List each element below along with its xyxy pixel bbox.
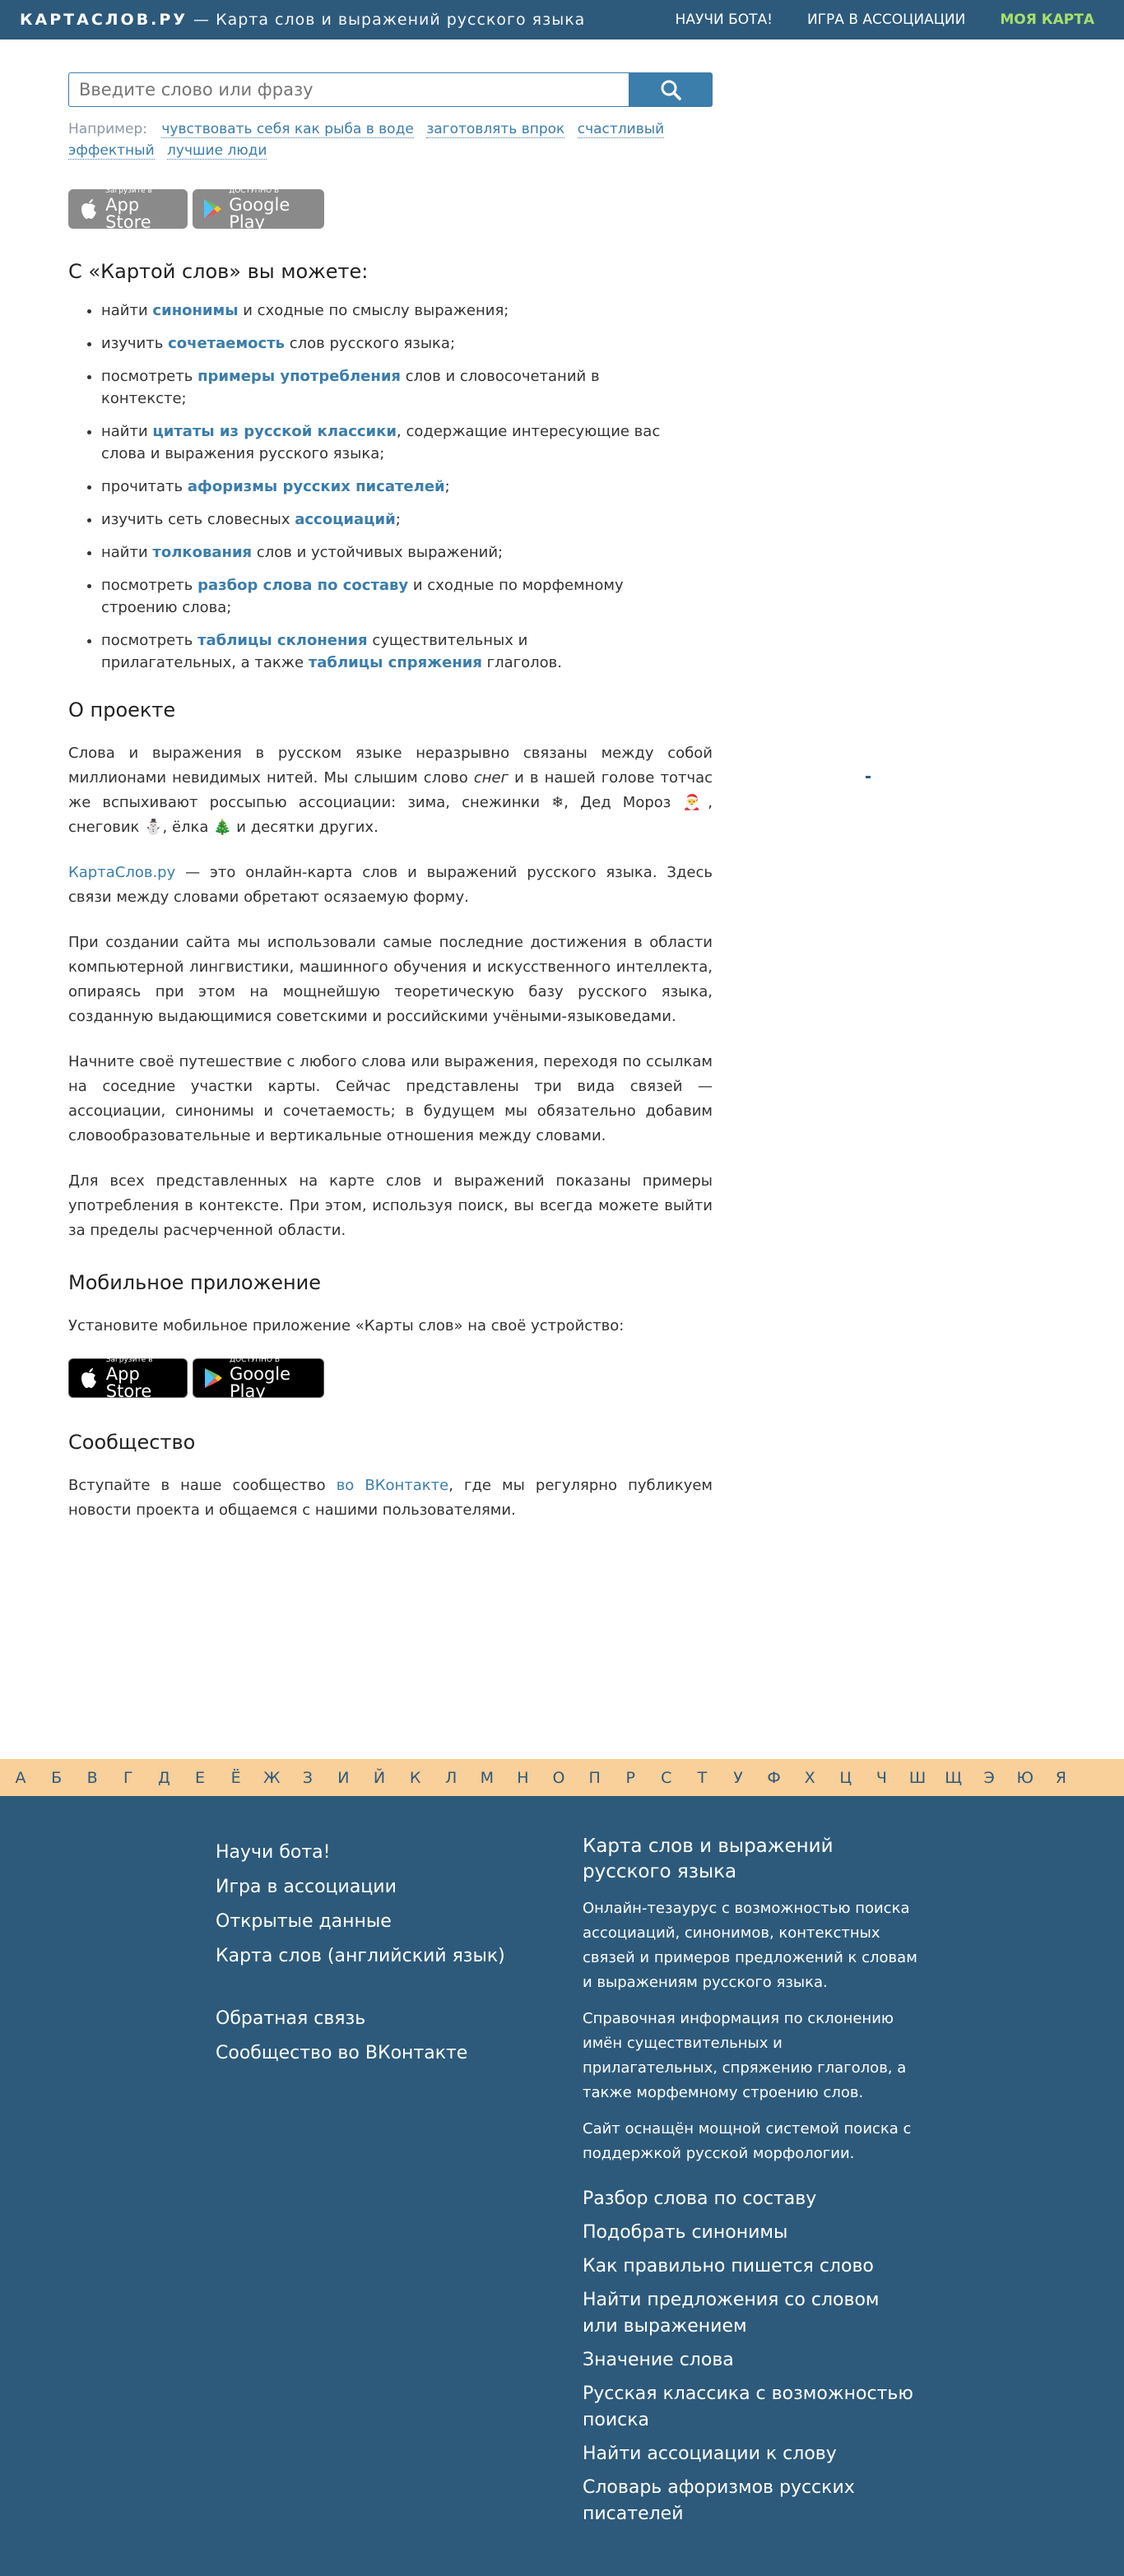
- alphabet-letter[interactable]: В: [86, 1769, 98, 1787]
- alphabet-letter[interactable]: Ё: [230, 1769, 241, 1787]
- alphabet-letter[interactable]: Ф: [767, 1769, 781, 1787]
- about-paragraph-2: КартаСлов.ру — это онлайн-карта слов и выражений русского языка. Здесь связи между словами обретают осязаемую форму.: [68, 864, 713, 906]
- footer-link-train-bot[interactable]: Научи бота!: [216, 1842, 331, 1863]
- footer-link-associations[interactable]: Найти ассоциации к слову: [583, 2444, 837, 2464]
- footer-link-morpheme[interactable]: Разбор слова по составу: [583, 2188, 817, 2209]
- alphabet-letter[interactable]: П: [588, 1769, 601, 1787]
- alphabet-letter[interactable]: Е: [194, 1769, 206, 1787]
- footer-link-open-data[interactable]: Открытые данные: [216, 1911, 392, 1932]
- feature-link-examples[interactable]: примеры употребления: [197, 368, 401, 385]
- top-bar: [0, 0, 1124, 39]
- footer-link-english-map[interactable]: Карта слов (английский язык): [216, 1946, 505, 1966]
- example-link[interactable]: лучшие люди: [167, 142, 267, 159]
- google-play-small: ДОСТУПНО В: [229, 186, 280, 195]
- about-paragraph-4: Начните своё путешествие с любого слова или выражения, переходя по ссылкам на соседние участки карты. Сейчас представлены три вида связей — ассоциации, синонимы и сочетаемость; в будущем мы обязательно добавим словообразовательные и вертикальные отношения между словами.: [68, 1053, 713, 1144]
- alphabet-letter[interactable]: Д: [157, 1769, 170, 1787]
- alphabet-letter[interactable]: А: [15, 1769, 26, 1787]
- alphabet-letter[interactable]: У: [733, 1769, 743, 1787]
- feature-link-conjugation[interactable]: таблицы спряжения: [308, 654, 482, 671]
- alphabet-letter[interactable]: Ц: [839, 1769, 852, 1787]
- kartaslov-link[interactable]: КартаСлов.ру: [68, 864, 176, 881]
- alphabet-letter[interactable]: Ш: [908, 1769, 927, 1787]
- brand-separator: —: [187, 11, 216, 29]
- footer: [0, 1796, 1124, 2576]
- footer-link-aphorisms[interactable]: Словарь афоризмов русских писателей: [583, 2477, 855, 2524]
- store-badges-bottom: [68, 1355, 713, 1401]
- example-link[interactable]: эффектный: [68, 142, 155, 159]
- alphabet-letter[interactable]: Н: [517, 1769, 529, 1787]
- alphabet-letter[interactable]: О: [552, 1769, 565, 1787]
- google-play-icon: [203, 1366, 223, 1390]
- footer-service-links: [583, 2186, 920, 2527]
- footer-link-sentences[interactable]: Найти предложения со словом или выражением: [583, 2290, 880, 2337]
- alphabet-letter[interactable]: Я: [1055, 1769, 1066, 1787]
- site-logo-link[interactable]: [20, 11, 585, 29]
- alphabet-letter[interactable]: И: [337, 1769, 350, 1787]
- footer-link-spelling[interactable]: Как правильно пишется слово: [583, 2256, 874, 2277]
- example-link[interactable]: заготовлять впрок: [426, 121, 565, 137]
- feature-item: • посмотреть разбор слова по составу и сходные по морфемному строению слова;: [101, 574, 713, 619]
- alphabet-letter[interactable]: З: [302, 1769, 313, 1787]
- main-content: [68, 72, 713, 1523]
- alphabet-letter[interactable]: Х: [804, 1769, 815, 1787]
- search-button[interactable]: [629, 72, 713, 107]
- alphabet-letter[interactable]: Ю: [1016, 1769, 1034, 1787]
- example-link[interactable]: чувствовать себя как рыба в воде: [161, 121, 414, 137]
- feature-link-definitions[interactable]: толкования: [152, 544, 253, 561]
- feature-link-synonyms[interactable]: синонимы: [152, 302, 239, 319]
- footer-link-feedback[interactable]: Обратная связь: [216, 2008, 366, 2029]
- footer-about: [583, 1834, 920, 2535]
- alphabet-letter[interactable]: К: [409, 1769, 421, 1787]
- feature-link-associations[interactable]: ассоциаций: [295, 511, 396, 528]
- feature-link-morphemes[interactable]: разбор слова по составу: [197, 577, 409, 594]
- alphabet-letter[interactable]: Г: [123, 1769, 133, 1787]
- app-store-big: App Store: [105, 194, 151, 232]
- feature-link-collocation[interactable]: сочетаемость: [168, 335, 286, 352]
- google-play-badge[interactable]: [193, 1355, 324, 1401]
- footer-title: Карта слов и выражений русского языка: [583, 1836, 834, 1882]
- alphabet-letter[interactable]: М: [480, 1769, 494, 1787]
- feature-item: • изучить сеть словесных ассоциаций;: [101, 508, 713, 531]
- community-text: Вступайте в наше сообщество во ВКонтакте, где мы регулярно публикуем новости проекта и общаемся с нашими пользователями.: [68, 1477, 713, 1519]
- search-examples: [68, 118, 713, 161]
- store-badges-top: [68, 186, 713, 232]
- decorative-dash: [866, 776, 871, 778]
- top-nav: [641, 12, 1094, 28]
- search-input[interactable]: [68, 72, 629, 107]
- apple-icon: [79, 1366, 100, 1390]
- alphabet-letter[interactable]: Й: [373, 1769, 386, 1787]
- brand-name: КАРТАСЛОВ.РУ: [20, 11, 188, 29]
- footer-desc: Справочная информация по склонению имён существительных и прилагательных, спряжению глаголов, а также морфемному строению слов.: [583, 2010, 907, 2101]
- app-store-badge[interactable]: [68, 1355, 188, 1401]
- google-play-small: ДОСТУПНО В: [230, 1355, 281, 1364]
- footer-link-association-game[interactable]: Игра в ассоциации: [216, 1877, 397, 1897]
- alphabet-letter[interactable]: Э: [983, 1769, 995, 1787]
- alphabet-letter[interactable]: Л: [445, 1769, 457, 1787]
- nav-train-bot[interactable]: НАУЧИ БОТА!: [675, 12, 773, 28]
- search-icon: [659, 78, 682, 101]
- footer-link-meaning[interactable]: Значение слова: [583, 2350, 734, 2370]
- alphabet-letter[interactable]: Р: [625, 1769, 635, 1787]
- google-play-big: Google Play: [229, 194, 290, 232]
- google-play-badge[interactable]: [193, 186, 324, 232]
- about-title: О проекте: [68, 699, 176, 722]
- alphabet-letter[interactable]: Щ: [945, 1769, 962, 1787]
- footer-link-classics[interactable]: Русская классика с возможностью поиска: [583, 2383, 913, 2430]
- feature-link-quotes[interactable]: цитаты из русской классики: [152, 423, 397, 440]
- example-link[interactable]: счастливый: [577, 121, 665, 137]
- app-store-badge[interactable]: [68, 186, 188, 232]
- footer-link-synonyms[interactable]: Подобрать синонимы: [583, 2222, 788, 2243]
- mobile-text: Установите мобильное приложение «Карты слов» на своё устройство:: [68, 1317, 625, 1334]
- nav-association-game[interactable]: ИГРА В АССОЦИАЦИИ: [806, 12, 966, 28]
- alphabet-letter[interactable]: Ч: [876, 1769, 887, 1787]
- feature-item: • изучить сочетаемость слов русского языка;: [101, 332, 713, 355]
- about-paragraph-3: При создании сайта мы использовали самые последние достижения в области компьютерной лингвистики, машинного обучения и искусственного интеллекта, опираясь при этом на мощнейшую теоретическую базу русского языка, созданную выдающимися советскими и российскими учёными-языковедами.: [68, 934, 713, 1025]
- footer-nav: [216, 1836, 505, 2071]
- mobile-title: Мобильное приложение: [68, 1271, 322, 1294]
- footer-desc: Сайт оснащён мощной системой поиска с поддержкой русской морфологии.: [583, 2120, 912, 2162]
- feature-link-aphorisms[interactable]: афоризмы русских писателей: [187, 478, 445, 495]
- vk-community-link[interactable]: во ВКонтакте: [336, 1477, 449, 1494]
- alphabet-letter[interactable]: Т: [697, 1769, 708, 1787]
- feature-item: • найти цитаты из русской классики, содержащие интересующие вас слова и выражения русского языка;: [101, 420, 713, 465]
- feature-item: • прочитать афоризмы русских писателей;: [101, 476, 713, 498]
- features-title: С «Картой слов» вы можете:: [68, 260, 369, 283]
- alphabet-letter[interactable]: С: [661, 1769, 672, 1787]
- examples-label: Например:: [68, 121, 147, 137]
- nav-my-map[interactable]: МОЯ КАРТА: [1000, 12, 1094, 28]
- alphabet-letter[interactable]: Б: [51, 1769, 63, 1787]
- community-title: Сообщество: [68, 1431, 196, 1454]
- footer-link-vk[interactable]: Сообщество во ВКонтакте: [216, 2043, 468, 2063]
- app-store-big: App Store: [105, 1363, 152, 1401]
- alphabet-letter[interactable]: Ж: [262, 1769, 281, 1787]
- feature-item: • найти синонимы и сходные по смыслу выражения;: [101, 299, 713, 322]
- alphabet-bar: [0, 1759, 1124, 1796]
- apple-icon: [78, 197, 99, 221]
- about-paragraph-1: Слова и выражения в русском языке неразрывно связаны между собой миллионами невидимых нитей. Мы слышим слово снег и в нашей голове тотчас же вспыхивают россыпью ассоциации: зима, снежинки ❄, Дед Мороз 🎅, снеговик ⛄, ёлка 🎄 и десятки других.: [68, 745, 713, 836]
- features-list: [68, 299, 713, 674]
- app-store-small: Загрузите в: [105, 1355, 153, 1364]
- google-play-big: Google Play: [230, 1363, 291, 1401]
- footer-desc: Онлайн-тезаурус с возможностью поиска ассоциаций, синонимов, контекстных связей и примеров предложений к словам и выражениям русского языка.: [583, 1900, 917, 1991]
- feature-item: • найти толкования слов и устойчивых выражений;: [101, 541, 713, 564]
- google-play-icon: [202, 197, 222, 221]
- feature-link-declension[interactable]: таблицы склонения: [197, 632, 368, 649]
- brand-subtitle: Карта слов и выражений русского языка: [216, 11, 586, 29]
- search-form: [68, 72, 713, 107]
- feature-item: • посмотреть таблицы склонения существительных и прилагательных, а также таблицы спряжения глаголов.: [101, 629, 713, 674]
- app-store-small: Загрузите в: [105, 186, 152, 195]
- about-paragraph-5: Для всех представленных на карте слов и выражений показаны примеры употребления в контексте. При этом, используя поиск, вы всегда можете выйти за пределы расчерченной области.: [68, 1172, 713, 1239]
- feature-item: • посмотреть примеры употребления слов и словосочетаний в контексте;: [101, 365, 713, 410]
